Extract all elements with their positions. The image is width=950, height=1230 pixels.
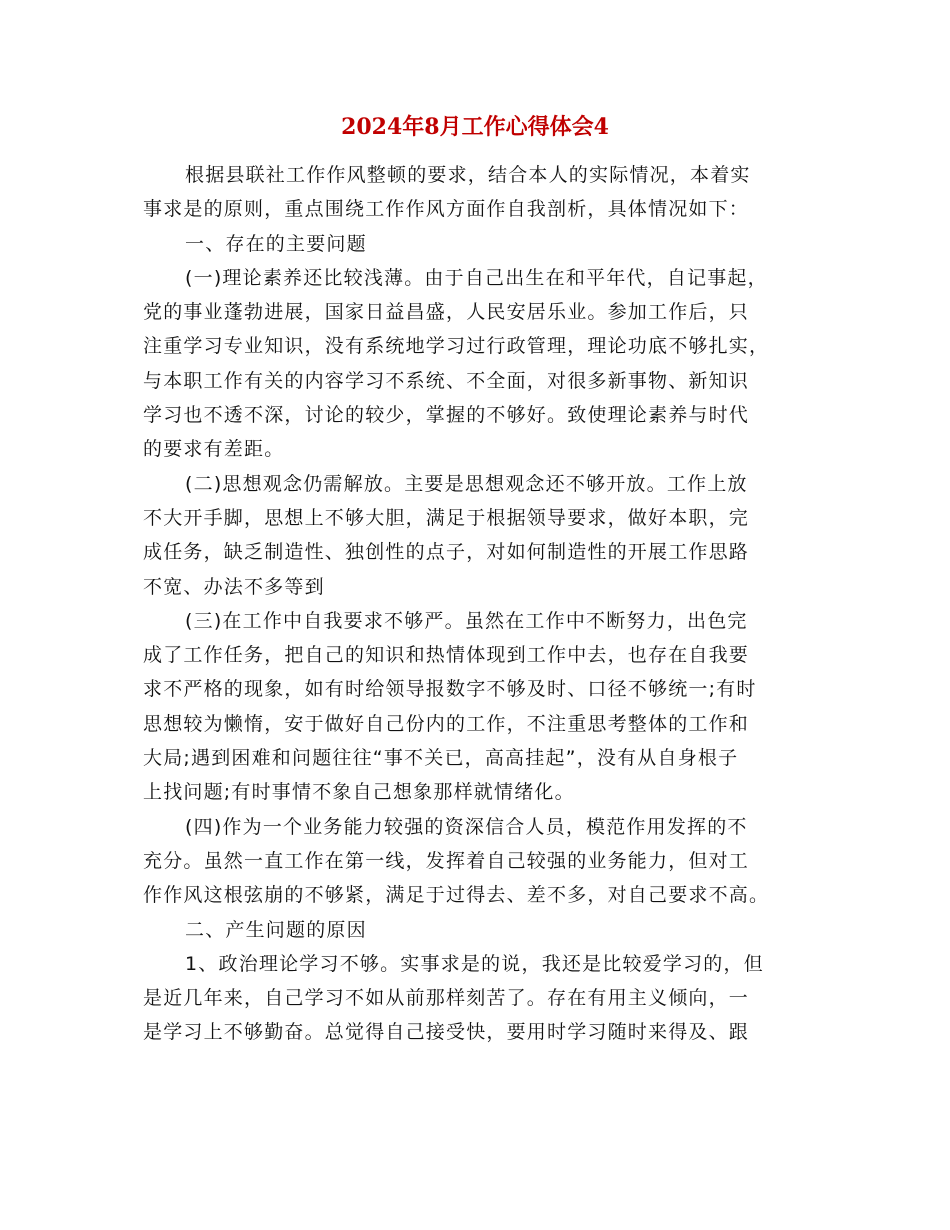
text-line: 一、存在的主要问题 (185, 232, 367, 255)
text-line: (三)在工作中自我要求不够严。虽然在工作中不断努力，出色完 (185, 609, 748, 632)
text-line: 求不严格的现象，如有时给领导报数字不够及时、口径不够统一;有时 (143, 678, 757, 701)
text-line: 作作风这根弦崩的不够紧，满足于过得去、差不多，对自己要求不高。 (143, 884, 770, 907)
text-line: 1、政治理论学习不够。实事求是的说，我还是比较爱学习的，但 (185, 952, 764, 975)
text-line: (二)思想观念仍需解放。主要是思想观念还不够开放。工作上放 (185, 472, 748, 495)
text-line: 与本职工作有关的内容学习不系统、不全面，对很多新事物、新知识 (143, 369, 750, 392)
text-line: 成任务，缺乏制造性、独创性的点子，对如何制造性的开展工作思路 (143, 541, 750, 564)
text-line: 不宽、办法不多等到 (143, 575, 325, 598)
text-line: 学习也不透不深，讨论的较少，掌握的不够好。致使理论素养与时代 (143, 404, 750, 427)
text-line: 事求是的原则，重点围绕工作作风方面作自我剖析，具体情况如下： (143, 198, 750, 221)
text-line: 思想较为懒惰，安于做好自己份内的工作，不注重思考整体的工作和 (143, 712, 750, 735)
text-line: 党的事业蓬勃进展，国家日益昌盛，人民安居乐业。参加工作后，只 (143, 301, 750, 324)
text-line: (四)作为一个业务能力较强的资深信合人员，模范作用发挥的不 (185, 815, 748, 838)
text-line: 上找问题;有时事情不象自己想象那样就情绪化。 (143, 781, 575, 804)
text-line: 是学习上不够勤奋。总觉得自己接受快，要用时学习随时来得及、跟 (143, 1021, 750, 1044)
document-title: 2024年8月工作心得体会4 (341, 114, 609, 140)
text-line: 成了工作任务，把自己的知识和热情体现到工作中去，也存在自我要 (143, 644, 750, 667)
text-line: 二、产生问题的原因 (185, 918, 367, 941)
document-body (143, 158, 813, 1050)
text-line: 不大开手脚，思想上不够大胆，满足于根据领导要求，做好本职，完 (143, 506, 750, 529)
text-line: 根据县联社工作作风整顿的要求，结合本人的实际情况，本着实 (185, 164, 751, 186)
text-line: 充分。虽然一直工作在第一线，发挥着自己较强的业务能力，但对工 (143, 849, 750, 872)
text-line: 大局;遇到困难和问题往往“事不关已，高高挂起”，没有从自身根子 (143, 747, 739, 770)
text-line: (一)理论素养还比较浅薄。由于自己出生在和平年代，自记事起， (185, 266, 768, 289)
text-line: 注重学习专业知识，没有系统地学习过行政管理，理论功底不够扎实， (143, 335, 770, 358)
text-line: 的要求有差距。 (143, 438, 285, 461)
text-line: 是近几年来，自己学习不如从前那样刻苦了。存在有用主义倾向，一 (143, 987, 750, 1010)
